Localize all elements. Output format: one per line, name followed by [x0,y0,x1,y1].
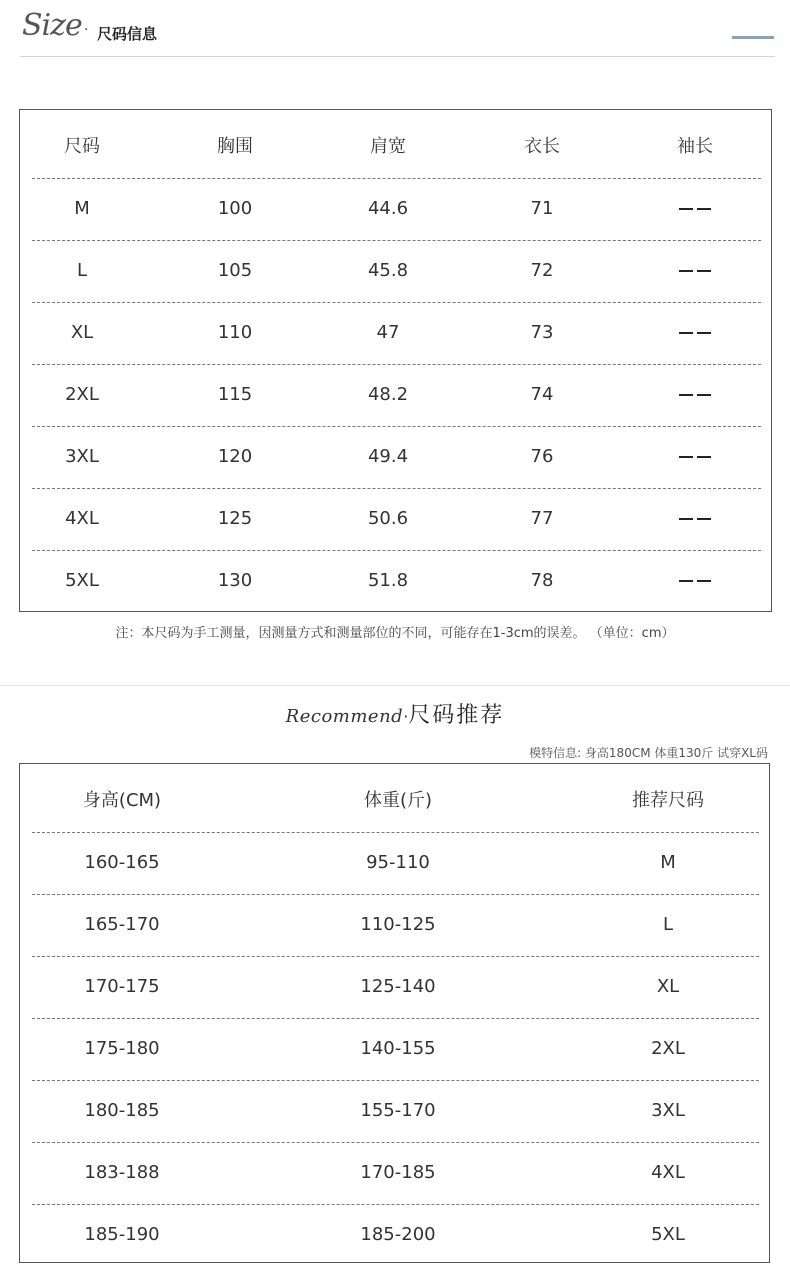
table-cell: 125 [217,508,253,529]
table-cell: 140-155 [360,1038,436,1059]
table-cell: 76 [530,446,554,467]
table-row [20,1018,769,1080]
size-title: 尺码信息 [97,25,158,43]
table-row [20,1080,769,1142]
not-applicable-dash [679,518,711,520]
not-applicable-dash [679,456,711,458]
table-cell: 160-165 [84,852,160,873]
table-header-cell: 尺码 [64,136,100,157]
not-applicable-dash [679,270,711,272]
table-cell: M [660,852,676,873]
model-info: 模特信息: 身高180CM 体重130斤 试穿XL码 [529,746,768,760]
table-header-cell: 推荐尺码 [632,790,704,811]
accent-bar [732,36,774,39]
table-cell: 183-188 [84,1162,160,1183]
table-row [20,302,771,364]
table-row [20,240,771,302]
table-cell: 5XL [651,1224,685,1245]
table-cell [625,240,765,302]
table-cell: 48.2 [367,384,409,405]
table-cell: 73 [530,322,554,343]
table-cell: XL [70,322,94,343]
table-cell: 175-180 [84,1038,160,1059]
recommend-table [19,763,770,1263]
not-applicable-dash [679,580,711,582]
not-applicable-dash [679,332,711,334]
table-cell: 77 [530,508,554,529]
not-applicable-dash [679,394,711,396]
table-row [20,488,771,550]
table-row [20,1142,769,1204]
table-cell: 3XL [65,446,99,467]
table-cell: 51.8 [367,570,409,591]
table-cell: 155-170 [360,1100,436,1121]
table-header-cell: 袖长 [677,136,713,157]
size-header [0,0,790,60]
table-cell: 44.6 [367,198,409,219]
table-row [20,894,769,956]
table-cell: M [74,198,90,219]
table-cell: L [662,914,674,935]
recommend-title: 尺码推荐 [408,703,505,728]
table-cell: 170-185 [360,1162,436,1183]
table-header-cell: 肩宽 [370,136,406,157]
table-row [20,832,769,894]
size-script-title: Size [22,8,82,43]
recommend-header [0,698,790,729]
table-row [20,364,771,426]
table-cell: 105 [217,260,253,281]
table-cell: 170-175 [84,976,160,997]
table-cell: 115 [217,384,253,405]
table-cell: 2XL [651,1038,685,1059]
table-cell: 165-170 [84,914,160,935]
table-cell: XL [656,976,680,997]
table-cell: 71 [530,198,554,219]
table-cell: 74 [530,384,554,405]
table-cell: 130 [217,570,253,591]
size-title-dot: · [84,22,89,38]
table-header-row [20,116,771,178]
table-cell [625,488,765,550]
table-cell: 4XL [651,1162,685,1183]
table-header-cell: 身高(CM) [82,790,162,811]
size-table [19,109,772,612]
table-cell: L [76,260,88,281]
table-cell: 5XL [65,570,99,591]
measurement-note: 注：本尺码为手工测量，因测量方式和测量部位的不同，可能存在1-3cm的误差。 （单位：cm） [115,626,675,641]
table-cell: 125-140 [360,976,436,997]
table-cell: 180-185 [84,1100,160,1121]
table-cell: 2XL [65,384,99,405]
table-cell [625,302,765,364]
table-row [20,550,771,612]
table-cell: 4XL [65,508,99,529]
table-cell: 45.8 [367,260,409,281]
table-cell: 49.4 [367,446,409,467]
table-header-row [20,770,769,832]
header-divider [20,56,775,57]
table-row [20,1204,769,1266]
table-cell [625,550,765,612]
table-cell: 72 [530,260,554,281]
table-header-cell: 衣长 [524,136,560,157]
table-header-cell: 胸围 [217,136,253,157]
table-cell [625,178,765,240]
table-cell [625,364,765,426]
table-cell: 47 [376,322,400,343]
recommend-title-dot: · [403,707,409,726]
table-cell: 3XL [651,1100,685,1121]
table-cell: 110 [217,322,253,343]
table-cell [625,426,765,488]
table-cell: 50.6 [367,508,409,529]
table-cell: 185-190 [84,1224,160,1245]
not-applicable-dash [679,208,711,210]
table-cell: 185-200 [360,1224,436,1245]
table-row [20,426,771,488]
recommend-script-title: Recommend [285,706,404,727]
table-header-cell: 体重(斤) [363,790,433,811]
table-row [20,178,771,240]
table-cell: 100 [217,198,253,219]
table-cell: 78 [530,570,554,591]
table-cell: 95-110 [366,852,430,873]
table-row [20,956,769,1018]
table-cell: 110-125 [360,914,436,935]
table-cell: 120 [217,446,253,467]
